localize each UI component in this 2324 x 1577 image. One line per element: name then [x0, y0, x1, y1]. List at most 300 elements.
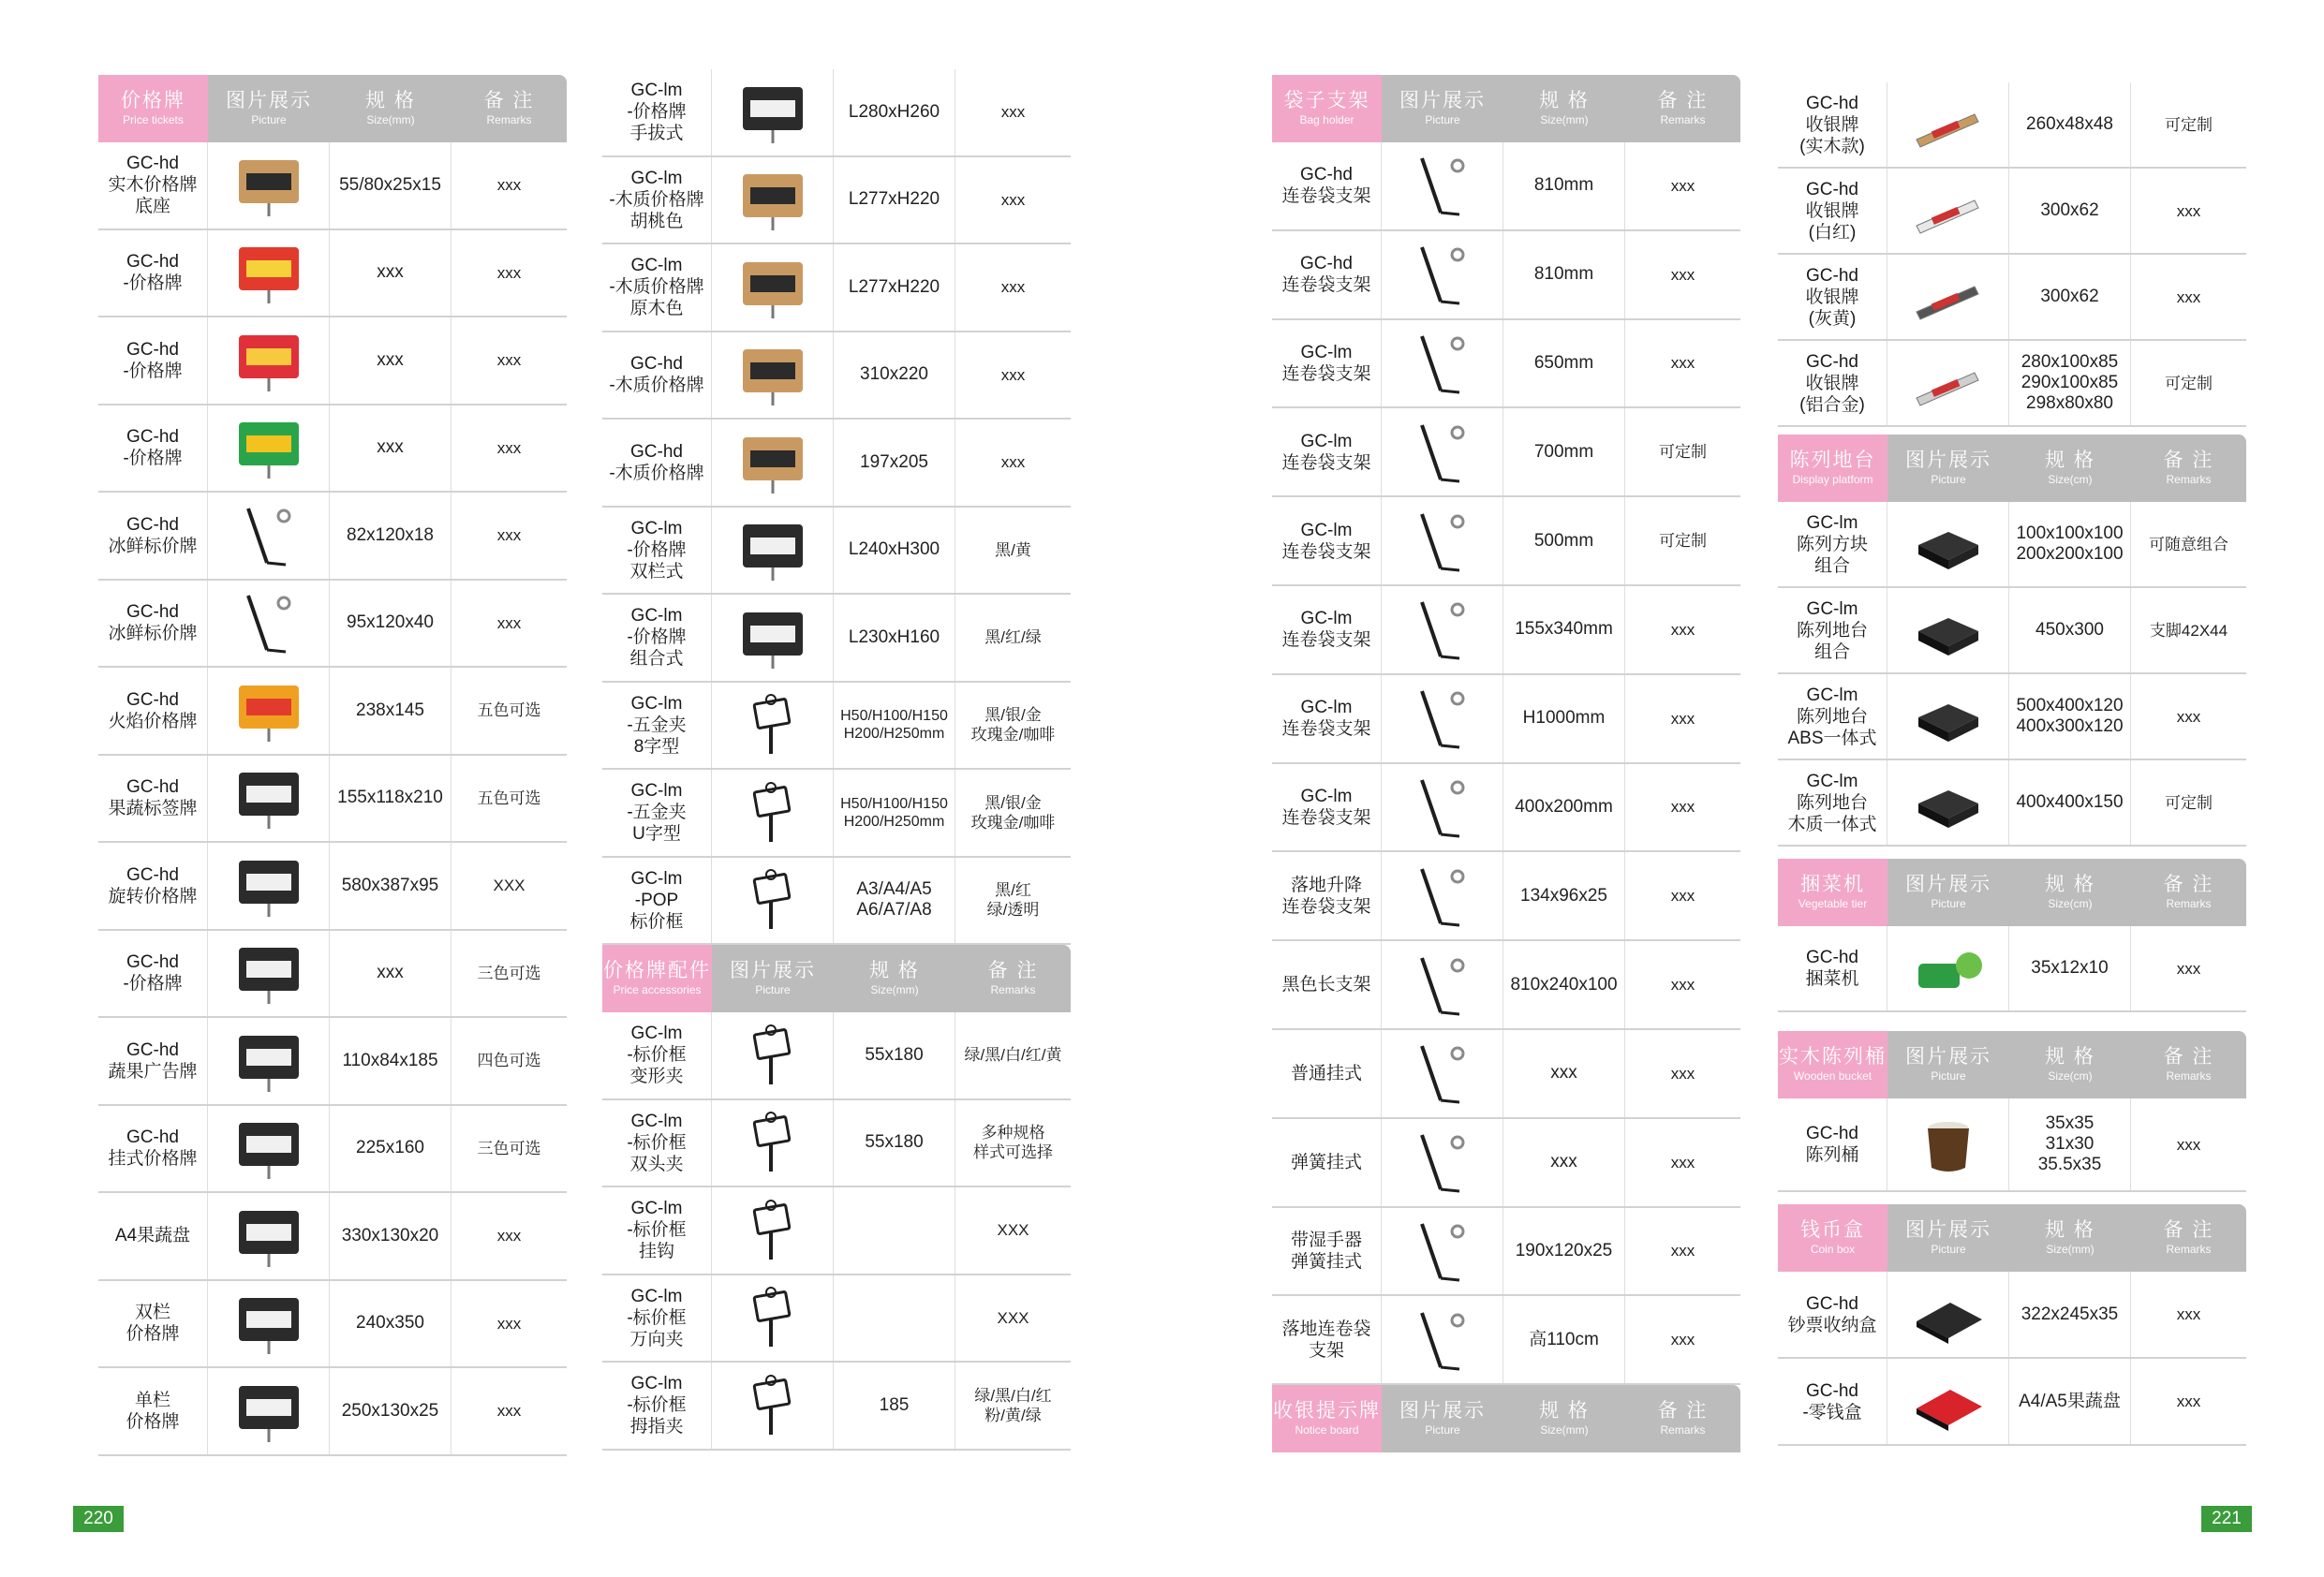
product-name: GC-lm -POP 标价框: [629, 868, 684, 932]
product-name: GC-lm -木质价格牌 原木色: [609, 256, 704, 319]
product-picture: [1887, 169, 2009, 253]
remark-value: xxx: [2176, 287, 2201, 306]
spec-value: xxx: [377, 437, 404, 458]
remark-value: xxx: [496, 263, 522, 282]
remark-value: XXX: [493, 877, 525, 895]
remark-cell: [955, 595, 1071, 681]
remarks-header: 备 注 Remarks: [987, 960, 1039, 996]
spec-value: xxx: [1550, 1152, 1577, 1172]
table-row: [1272, 1030, 1740, 1119]
product-name: GC-hd -零钱盒: [1802, 1380, 1862, 1422]
spec-cell: [834, 244, 955, 331]
remark-cell: [1625, 142, 1740, 229]
spec-cell: [2009, 502, 2131, 586]
product-name-cell: [1272, 1296, 1382, 1383]
remark-value: 可定制: [2165, 793, 2213, 812]
remark-cell: [2131, 255, 2246, 339]
table-row: [1778, 760, 2246, 847]
wood-chalk-price-board-icon: [733, 426, 812, 499]
remark-value: 可定制: [1659, 532, 1707, 551]
long-bag-holder-icon: [1403, 682, 1482, 755]
product-name: GC-hd 陈列桶: [1805, 1124, 1859, 1165]
product-name-cell: [1778, 1272, 1887, 1357]
a4-produce-tray-icon: [229, 1200, 308, 1273]
strawberry-price-tag-icon: [229, 324, 308, 397]
table-row: [98, 405, 567, 494]
remark-value: 黑/红 绿/透明: [986, 881, 1040, 920]
figure8-clip-icon: [733, 688, 812, 761]
remark-value: xxx: [1000, 190, 1026, 209]
hanging-price-boards-icon: [229, 1112, 308, 1185]
table-row: [1778, 926, 2246, 1012]
remark-cell: [955, 157, 1071, 243]
remark-cell: [2131, 341, 2246, 425]
floor-bag-stand-icon: [1403, 1304, 1482, 1377]
product-name: GC-hd 钞票收纳盒: [1787, 1293, 1877, 1335]
product-picture: [1382, 1119, 1503, 1206]
product-name: GC-hd 收银牌 (铝合金): [1799, 351, 1865, 415]
product-name-cell: [98, 142, 208, 228]
spec-value: 55x180: [865, 1044, 924, 1065]
remark-value: 黑/银/金 玫瑰金/咖啡: [970, 706, 1056, 744]
remark-cell: [2131, 588, 2246, 672]
wet-hand-hanger-icon: [1403, 1215, 1482, 1288]
remark-value: xxx: [1670, 1064, 1695, 1083]
category-header: 袋子支架 Bag holder: [1272, 75, 1382, 142]
size-header: 规 格 Size(mm): [1539, 90, 1590, 126]
table-row: [1272, 1208, 1740, 1297]
product-name: GC-lm 陈列地台 木质一体式: [1787, 771, 1877, 834]
spec-cell: [834, 1187, 955, 1274]
spec-value: 322x245x35: [2021, 1304, 2119, 1324]
remark-value: 黑/红/绿: [984, 628, 1042, 647]
spec-cell: [330, 317, 451, 404]
double-column-sign-icon: [229, 1287, 308, 1360]
product-name: 弹簧挂式: [1290, 1152, 1362, 1172]
spec-cell: [1503, 231, 1625, 318]
product-picture: [712, 508, 834, 594]
remark-value: 三色可选: [477, 964, 541, 982]
product-name-cell: [98, 843, 208, 929]
product-name: GC-lm 连卷袋支架: [1281, 431, 1371, 473]
table-row: [98, 493, 567, 581]
product-picture: [712, 69, 834, 155]
walnut-wood-price-board-icon: [733, 163, 812, 236]
product-name: GC-hd -木质价格牌: [609, 441, 704, 483]
table-row: [602, 508, 1071, 596]
product-picture: [1382, 497, 1503, 584]
remark-value: xxx: [496, 526, 522, 545]
product-name: GC-lm 连卷袋支架: [1281, 520, 1371, 562]
product-picture: [208, 1281, 330, 1367]
spring-hanger-icon: [1403, 1126, 1482, 1199]
spec-cell: [1503, 764, 1625, 851]
spec-cell: [1503, 408, 1625, 495]
product-picture: [1887, 82, 2009, 167]
remark-value: xxx: [1670, 354, 1695, 373]
product-name-cell: [1272, 142, 1382, 229]
spec-cell: [1503, 1119, 1625, 1206]
thumb-clips-icon: [733, 1369, 812, 1442]
table-row: [98, 581, 567, 669]
product-picture: [208, 843, 330, 929]
table-header: [98, 75, 567, 142]
swivel-clip-icon: [733, 1281, 812, 1354]
remarks-header: 备 注 Remarks: [1657, 90, 1709, 126]
picture-header: 图片展示 Picture: [226, 90, 312, 126]
remark-cell: [955, 69, 1071, 155]
remarks-header: 备 注 Remarks: [2163, 450, 2214, 486]
spec-value: xxx: [377, 349, 404, 370]
table-row: [98, 668, 567, 756]
remark-cell: [2131, 926, 2246, 1010]
spec-cell: [834, 1100, 955, 1186]
product-name: GC-hd -价格牌: [123, 339, 183, 381]
product-name: GC-lm 陈列地台 组合: [1796, 598, 1868, 662]
remark-value: 可随意组合: [2149, 535, 2228, 553]
remark-value: xxx: [1000, 453, 1026, 472]
product-name: GC-hd 旋转价格牌: [108, 864, 198, 906]
product-name-cell: [602, 683, 712, 769]
product-picture: [208, 493, 330, 579]
remark-cell: [1625, 231, 1740, 318]
spec-value: 238x145: [356, 700, 424, 720]
product-name-cell: [602, 69, 712, 155]
picture-header: 图片展示 Picture: [1905, 1219, 1991, 1256]
remark-cell: [1625, 852, 1740, 939]
cash-tray-icon: [1909, 1278, 1988, 1351]
display-platform-icon: [1909, 594, 1988, 667]
spec-cell: [330, 230, 451, 317]
product-picture: [208, 1368, 330, 1454]
product-name: GC-hd 冰鲜标价牌: [108, 514, 198, 556]
bag-stand-icon: [1403, 327, 1482, 400]
remark-cell: [2131, 674, 2246, 759]
remark-cell: [2131, 1272, 2246, 1357]
spec-cell: [2009, 255, 2131, 339]
table-row: [602, 244, 1071, 332]
remark-value: xxx: [1670, 1331, 1695, 1349]
table-row: [1778, 1098, 2246, 1192]
flame-price-signs-icon: [229, 674, 308, 747]
spec-cell: [330, 493, 451, 579]
remark-value: XXX: [997, 1221, 1029, 1240]
category-header: 捆菜机 Vegetable tier: [1778, 859, 1887, 926]
wood-base-sign-icon: [229, 149, 308, 222]
product-name-cell: [1272, 1208, 1382, 1295]
product-name: 黑色长支架: [1281, 975, 1371, 995]
spec-cell: [834, 595, 955, 681]
product-name-cell: [1778, 588, 1887, 672]
table-header-coin: [1778, 1204, 2246, 1272]
product-name: GC-hd -价格牌: [123, 252, 183, 294]
product-picture: [712, 1275, 834, 1362]
remark-cell: [955, 420, 1071, 506]
product-name: GC-lm -标价框 双头夹: [627, 1111, 687, 1174]
remark-cell: [1625, 586, 1740, 673]
spec-value: 250x130x25: [341, 1400, 439, 1421]
product-picture: [1887, 255, 2009, 339]
fresh-price-stand-icon: [229, 586, 308, 659]
picture-header: 图片展示 Picture: [1905, 1046, 1991, 1083]
product-picture: [1887, 1098, 2009, 1190]
product-name-cell: [602, 770, 712, 856]
spec-value: 400x200mm: [1515, 796, 1613, 817]
table-row: [602, 683, 1071, 771]
remark-cell: [955, 1363, 1071, 1449]
price-tickets-table: [98, 75, 567, 1456]
remark-value: xxx: [2176, 1135, 2201, 1154]
remark-cell: [1625, 1208, 1740, 1295]
product-name-cell: [98, 1106, 208, 1192]
product-name-cell: [602, 1100, 712, 1186]
remark-value: 可定制: [2165, 115, 2213, 134]
table-row: [98, 1106, 567, 1194]
product-name-cell: [98, 581, 208, 667]
spec-value: L230xH160: [848, 626, 940, 647]
product-picture: [712, 157, 834, 243]
table-row: [98, 843, 567, 931]
product-picture: [1382, 675, 1503, 762]
spec-value: 155x118x210: [337, 788, 443, 808]
remark-cell: [451, 843, 567, 929]
product-picture: [1382, 320, 1503, 407]
wood-platform-icon: [1909, 766, 1988, 839]
product-name-cell: [1778, 760, 1887, 845]
spec-value: 400x400x150: [2016, 792, 2124, 812]
product-name-cell: [602, 858, 712, 944]
table-row: [98, 1018, 567, 1106]
remark-cell: [955, 508, 1071, 594]
produce-label-sign-icon: [229, 761, 308, 834]
product-picture: [712, 1187, 834, 1274]
spec-value: 134x96x25: [1520, 885, 1607, 906]
table-row: [98, 756, 567, 844]
fruit-price-tags-icon: [229, 411, 308, 484]
natural-wood-price-board-icon: [733, 251, 812, 324]
remark-value: xxx: [1670, 176, 1695, 195]
spec-cell: [1503, 1030, 1625, 1117]
size-header: 规 格 Size(cm): [2045, 1046, 2095, 1083]
table-row: [98, 1193, 567, 1281]
product-name-cell: [602, 595, 712, 681]
spec-value: L277xH220: [848, 189, 940, 210]
remark-cell: [451, 581, 567, 667]
product-picture: [712, 858, 834, 944]
product-name: 双栏 价格牌: [126, 1303, 180, 1345]
product-picture: [712, 595, 834, 681]
remark-value: 五色可选: [477, 788, 541, 807]
spec-cell: [330, 843, 451, 929]
remark-cell: [955, 1100, 1071, 1186]
remarks-header: 备 注 Remarks: [2163, 874, 2214, 910]
page-number-right: 221: [2201, 1506, 2252, 1532]
product-picture: [712, 1012, 834, 1098]
product-picture: [1887, 760, 2009, 845]
spec-value: 155x340mm: [1515, 619, 1613, 640]
remark-cell: [451, 230, 567, 317]
table-row: [602, 858, 1071, 946]
product-picture: [1887, 341, 2009, 425]
remark-value: xxx: [1670, 620, 1695, 639]
table-row: [602, 1187, 1071, 1275]
product-name-cell: [1778, 255, 1887, 339]
product-name: GC-lm -价格牌 双栏式: [627, 518, 687, 582]
apple-price-tag-icon: [229, 236, 308, 309]
spec-value: 700mm: [1533, 441, 1594, 462]
price-boards-table: [602, 69, 1071, 1451]
spec-cell: [1503, 497, 1625, 584]
table-header-notice: [1272, 1385, 1740, 1452]
spec-cell: [834, 1363, 955, 1449]
wood-cashier-sign-icon: [1909, 88, 1988, 161]
spec-value: 500x400x120 400x300x120: [2016, 696, 2124, 736]
product-name-cell: [98, 1368, 208, 1454]
product-picture: [1382, 1208, 1503, 1295]
produce-ad-boards-icon: [229, 1024, 308, 1098]
spec-value: H1000mm: [1522, 708, 1606, 729]
product-picture: [1887, 502, 2009, 586]
table-row: [1778, 1272, 2246, 1359]
spec-value: 810x240x100: [1510, 974, 1618, 995]
spec-cell: [1503, 941, 1625, 1028]
product-name-cell: [98, 493, 208, 579]
product-name-cell: [1778, 169, 1887, 253]
spec-cell: [2009, 926, 2131, 1010]
single-column-sign-icon: [229, 1375, 308, 1448]
table-row: [1778, 341, 2246, 427]
product-name: 普通挂式: [1290, 1063, 1362, 1083]
spec-cell: [2009, 1359, 2131, 1444]
bag-stand-black-icon: [1403, 505, 1482, 578]
product-name: GC-lm -标价框 变形夹: [627, 1024, 687, 1087]
product-name-cell: [1272, 1030, 1382, 1117]
remark-cell: [2131, 1359, 2246, 1444]
spec-value: L280xH260: [848, 101, 940, 122]
spec-value: 55/80x25x15: [339, 174, 441, 195]
hand-flip-price-board-icon: [733, 76, 812, 149]
product-picture: [712, 244, 834, 331]
table-row: [98, 142, 567, 230]
product-name: 落地连卷袋 支架: [1281, 1319, 1371, 1361]
notice-display-table: [1778, 82, 2246, 1446]
remark-value: xxx: [1670, 1242, 1695, 1260]
remark-value: 支脚42X44: [2149, 621, 2228, 640]
spec-cell: [330, 1106, 451, 1192]
spec-value: 110x84x185: [342, 1050, 438, 1070]
product-picture: [712, 770, 834, 856]
product-name: A4果蔬盘: [114, 1226, 191, 1246]
size-header: 规 格 Size(cm): [2045, 450, 2095, 486]
product-name-cell: [1272, 231, 1382, 318]
product-picture: [1382, 231, 1503, 318]
product-name: GC-hd 收银牌 (实木款): [1799, 93, 1865, 156]
spec-cell: [330, 1368, 451, 1454]
wood-chalk-price-board-icon: [733, 338, 812, 411]
product-name-cell: [1778, 926, 1887, 1010]
product-name-cell: [1272, 764, 1382, 851]
picture-header: 图片展示 Picture: [1905, 450, 1991, 486]
spec-value: 260x48x48: [2026, 114, 2113, 134]
remark-value: xxx: [496, 1314, 522, 1333]
table-row: [1272, 1119, 1740, 1208]
spec-cell: [834, 683, 955, 769]
table-row: [1778, 502, 2246, 588]
product-name: GC-lm 连卷袋支架: [1281, 698, 1371, 740]
product-name-cell: [602, 1187, 712, 1274]
product-name: GC-hd 收银牌 (白红): [1805, 179, 1859, 243]
spec-cell: [1503, 1296, 1625, 1383]
roll-bag-holder-black-icon: [1403, 238, 1482, 311]
remark-value: xxx: [496, 613, 522, 632]
product-name-cell: [98, 1018, 208, 1104]
remark-cell: [1625, 1030, 1740, 1117]
white-red-cashier-sign-icon: [1909, 174, 1988, 247]
product-name: GC-hd 果蔬标签牌: [108, 777, 198, 819]
product-picture: [208, 142, 330, 228]
double-row-price-board-icon: [733, 513, 812, 586]
table-row: [1778, 255, 2246, 341]
table-row: [1778, 1359, 2246, 1446]
spec-value: 35x12x10: [2031, 958, 2109, 978]
table-row: [1272, 586, 1740, 675]
combo-price-board-icon: [733, 601, 812, 674]
wooden-bucket-icon: [1909, 1108, 1988, 1181]
spec-cell: [330, 1193, 451, 1279]
table-row: [602, 157, 1071, 245]
product-picture: [712, 1363, 834, 1449]
product-name: 带湿手器 弹簧挂式: [1290, 1230, 1362, 1272]
spec-cell: [1503, 675, 1625, 762]
product-name-cell: [98, 317, 208, 404]
remark-cell: [2131, 502, 2246, 586]
spec-cell: [834, 1012, 955, 1098]
product-name: GC-hd 连卷袋支架: [1281, 254, 1371, 296]
remark-cell: [451, 1368, 567, 1454]
product-name-cell: [602, 1363, 712, 1449]
product-name-cell: [1778, 674, 1887, 759]
remark-value: xxx: [496, 176, 522, 195]
digit-price-tags-icon: [229, 936, 308, 1010]
spec-cell: [2009, 169, 2131, 253]
product-picture: [208, 405, 330, 492]
pop-frame-icon: [733, 863, 812, 936]
spec-cell: [834, 770, 955, 856]
product-name-cell: [1272, 586, 1382, 673]
spec-cell: [834, 157, 955, 243]
product-name-cell: [602, 157, 712, 243]
product-name: 单栏 价格牌: [126, 1390, 180, 1432]
spec-value: 82x120x18: [347, 524, 434, 545]
remark-cell: [451, 317, 567, 404]
picture-header: 图片展示 Picture: [1905, 874, 1991, 910]
product-name: GC-lm -五金夹 U字型: [627, 781, 687, 845]
remark-cell: [451, 931, 567, 1017]
remark-cell: [1625, 941, 1740, 1028]
product-picture: [208, 1193, 330, 1279]
spec-value: xxx: [1550, 1063, 1577, 1083]
black-long-holder-icon: [1403, 949, 1482, 1022]
product-name: GC-hd 蔬果广告牌: [108, 1039, 198, 1082]
product-picture: [1382, 586, 1503, 673]
product-name-cell: [1272, 675, 1382, 762]
remark-value: xxx: [496, 1227, 522, 1245]
product-name-cell: [602, 1012, 712, 1098]
product-name-cell: [1778, 341, 1887, 425]
table-row: [1272, 408, 1740, 497]
table-row: [602, 1275, 1071, 1363]
product-picture: [208, 1018, 330, 1104]
